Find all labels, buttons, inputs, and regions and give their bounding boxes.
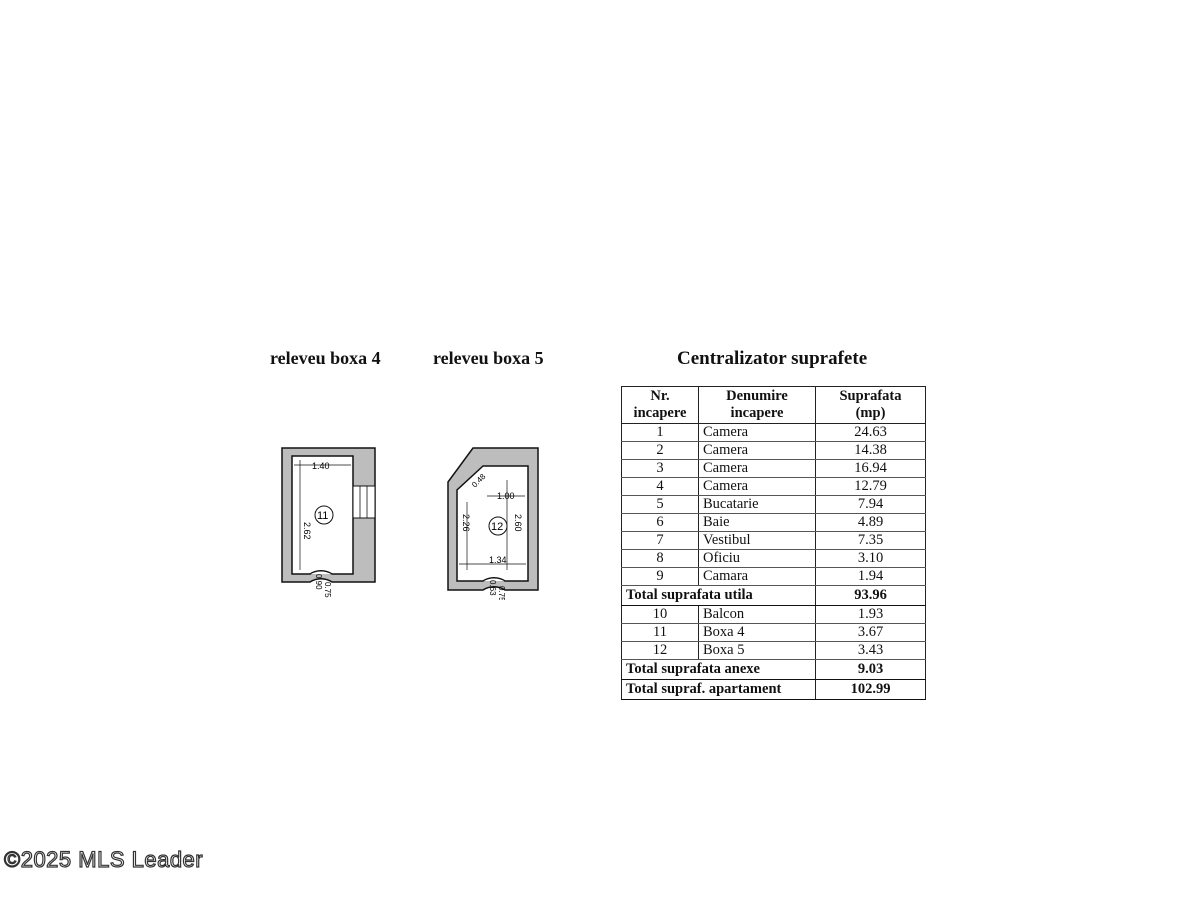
door-dimension-b: 0.75 (323, 582, 332, 598)
copyright-watermark: ©2025 MLS Leader (4, 847, 204, 872)
total-useful-label: Total suprafata utila (622, 586, 816, 606)
room-area-cell: 14.38 (816, 442, 926, 460)
room-number-cell: 11 (622, 624, 699, 642)
col-header-area: Suprafata (mp) (816, 387, 926, 424)
room-area-cell: 3.43 (816, 642, 926, 660)
room-area-cell: 4.89 (816, 514, 926, 532)
room-name-cell: Camera (699, 442, 816, 460)
room-area-cell: 16.94 (816, 460, 926, 478)
room-area-cell: 1.93 (816, 606, 926, 624)
total-annex-row (622, 660, 926, 680)
room-number-cell: 5 (622, 496, 699, 514)
room-number-cell: 3 (622, 460, 699, 478)
table-row (622, 568, 926, 586)
room-number-cell: 10 (622, 606, 699, 624)
room-name-cell: Vestibul (699, 532, 816, 550)
room-number: 11 (317, 510, 329, 522)
useful-rows (622, 424, 926, 586)
boxa5-floor-plan (435, 440, 555, 605)
total-apartment-label: Total supraf. apartament (622, 680, 816, 700)
boxa4-floor-plan (270, 440, 390, 605)
room-number-cell: 7 (622, 532, 699, 550)
room-area-cell: 3.10 (816, 550, 926, 568)
top-dimension: 1.00 (497, 491, 515, 501)
room-number: 12 (491, 521, 504, 533)
table-row (622, 496, 926, 514)
table-row (622, 442, 926, 460)
total-annex-value: 9.03 (816, 660, 926, 680)
table-row (622, 624, 926, 642)
total-useful-row (622, 586, 926, 606)
room-name-cell: Camera (699, 424, 816, 442)
length-dimension: 2.62 (302, 522, 312, 540)
table-row (622, 532, 926, 550)
width-dimension: 1.40 (312, 461, 330, 471)
room-name-cell: Bucatarie (699, 496, 816, 514)
bottom-dimension: 1.34 (489, 555, 507, 565)
col-header-nr: Nr. incapere (622, 387, 699, 424)
room-name-cell: Boxa 4 (699, 624, 816, 642)
total-apartment-row (622, 680, 926, 700)
room-number-cell: 8 (622, 550, 699, 568)
room-number-cell: 6 (622, 514, 699, 532)
room-area-cell: 12.79 (816, 478, 926, 496)
room-area-cell: 3.67 (816, 624, 926, 642)
diagonal-dimension: 0.48 (470, 472, 488, 490)
room-name-cell: Balcon (699, 606, 816, 624)
door-dimension-b: 0.75 (497, 586, 506, 600)
room-name-cell: Camara (699, 568, 816, 586)
room-number-cell: 9 (622, 568, 699, 586)
room-number-cell: 1 (622, 424, 699, 442)
area-summary-table (621, 386, 926, 700)
door-dimension-a: 0.63 (488, 580, 497, 596)
summary-heading: Centralizator suprafete (677, 348, 868, 369)
room-number-cell: 4 (622, 478, 699, 496)
room-number-cell: 12 (622, 642, 699, 660)
room-area-cell: 1.94 (816, 568, 926, 586)
room-name-cell: Baie (699, 514, 816, 532)
total-useful-value: 93.96 (816, 586, 926, 606)
total-annex-label: Total suprafata anexe (622, 660, 816, 680)
table-header-row (622, 387, 926, 424)
total-apartment-value: 102.99 (816, 680, 926, 700)
door-dimension-a: 0.90 (314, 574, 323, 590)
room-name-cell: Oficiu (699, 550, 816, 568)
room-name-cell: Boxa 5 (699, 642, 816, 660)
table-row (622, 550, 926, 568)
left-dimension: 2.26 (461, 514, 471, 532)
table-row (622, 424, 926, 442)
right-dimension: 2.60 (513, 514, 523, 532)
room-name-cell: Camera (699, 460, 816, 478)
annex-rows (622, 606, 926, 660)
table-row (622, 460, 926, 478)
room-area-cell: 24.63 (816, 424, 926, 442)
table-row (622, 478, 926, 496)
boxa4-heading: releveu boxa 4 (270, 348, 381, 368)
table-row (622, 642, 926, 660)
room-area-cell: 7.35 (816, 532, 926, 550)
room-area-cell: 7.94 (816, 496, 926, 514)
room-number-cell: 2 (622, 442, 699, 460)
table-row (622, 514, 926, 532)
table-row (622, 606, 926, 624)
boxa5-heading: releveu boxa 5 (433, 348, 544, 368)
room-name-cell: Camera (699, 478, 816, 496)
col-header-name: Denumire incapere (699, 387, 816, 424)
